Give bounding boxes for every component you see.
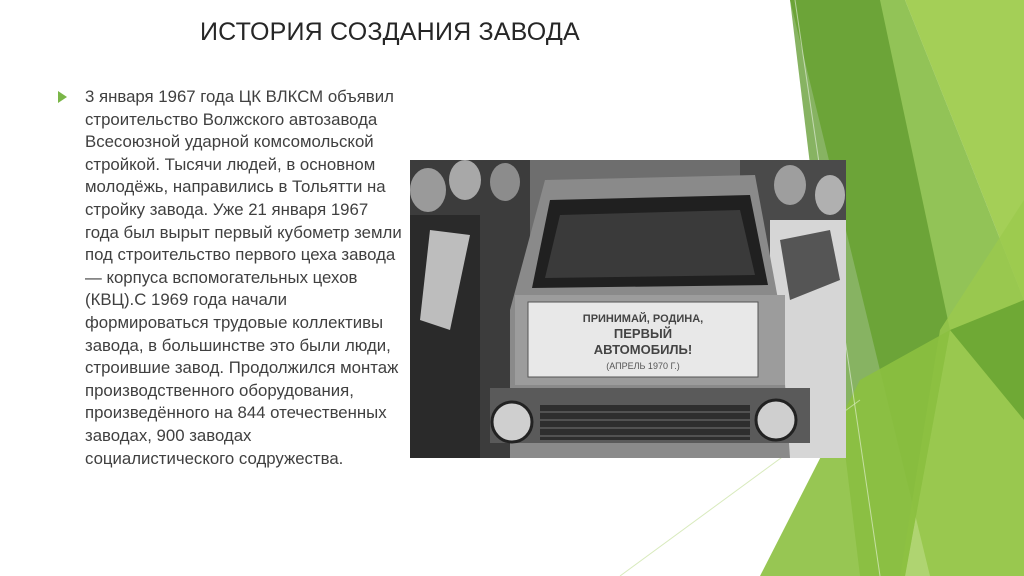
person-head bbox=[449, 160, 481, 200]
body-paragraph: 3 января 1967 года ЦК ВЛКСМ объявил строительство Волжского автозавода Всесоюзной ударной комсомольской стройкой. Тысячи людей, в основном молодёжь, направились в Тольятти на стройку завода. Уже 21 января 1967 года был вырыт первый кубометр земли под строительство первого цеха завода — корпуса вспомогательных цехов (КВЦ).С 1969 года начали формироваться трудовые коллективы завода, в большинстве это были люди, строившие завод. Продолжился монтаж производственного оборудования, произведённого на 844 отечественных заводах, 900 заводах социалистического содружества. bbox=[85, 87, 402, 468]
car-headlight-right bbox=[756, 400, 796, 440]
sign-line4: (АПРЕЛЬ 1970 Г.) bbox=[606, 361, 680, 371]
sign-line3: АВТОМОБИЛЬ! bbox=[593, 342, 693, 357]
photo-illustration bbox=[410, 160, 846, 458]
car-windshield-inner bbox=[545, 210, 755, 278]
sign-line2: ПЕРВЫЙ bbox=[613, 326, 673, 341]
triangle-bullet-icon bbox=[58, 91, 67, 103]
person-head bbox=[774, 165, 806, 205]
person-head bbox=[410, 168, 446, 212]
car-headlight-left bbox=[492, 402, 532, 442]
sign-line1: ПРИНИМАЙ, РОДИНА, bbox=[582, 313, 704, 325]
person-head bbox=[815, 175, 845, 215]
historic-photo-first-car bbox=[410, 160, 846, 458]
car-grille bbox=[540, 405, 750, 440]
person-head bbox=[490, 163, 520, 201]
slide-title: ИСТОРИЯ СОЗДАНИЯ ЗАВОДА bbox=[200, 18, 580, 46]
